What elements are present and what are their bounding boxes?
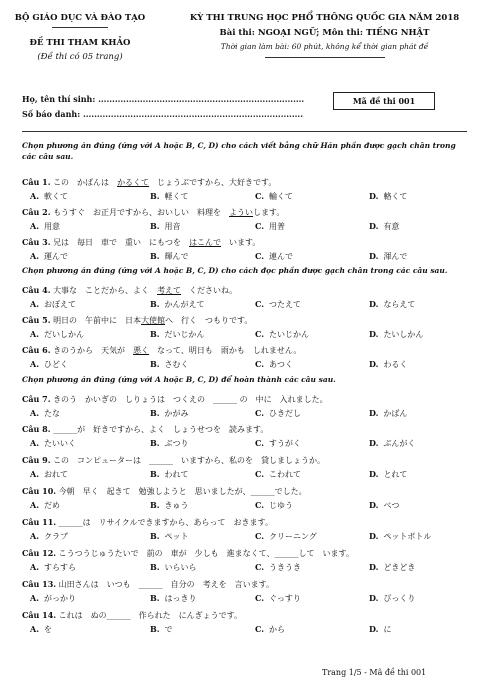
option-text: 輅くて: [383, 192, 408, 201]
answer-option[interactable]: [150, 624, 173, 635]
option-text: を: [44, 625, 52, 634]
answer-option[interactable]: [255, 408, 301, 419]
answer-option[interactable]: [30, 221, 60, 232]
underlined-word: 考えて: [157, 286, 182, 295]
option-key: B.: [150, 299, 160, 309]
answer-option[interactable]: [150, 191, 189, 202]
question-number: Câu 4.: [22, 285, 51, 295]
option-key: B.: [150, 221, 160, 231]
answer-option[interactable]: [369, 438, 415, 449]
answer-option[interactable]: [255, 329, 309, 340]
answer-option[interactable]: [150, 500, 189, 511]
option-key: B.: [150, 251, 160, 261]
answer-option[interactable]: [150, 438, 189, 449]
option-key: C.: [255, 251, 265, 261]
option-key: D.: [369, 221, 379, 231]
option-text: だいじかん: [164, 330, 205, 339]
question-stem: [22, 394, 328, 405]
answer-option[interactable]: [369, 562, 415, 573]
option-text: じゆう: [269, 501, 294, 510]
option-key: A.: [30, 531, 39, 541]
question-text: これは ぬの______ 作られた にんぎょうです。: [58, 611, 242, 620]
option-text: 運んで: [44, 252, 68, 261]
page-footer: Trang 1/5 - Mã đề thi 001: [322, 668, 427, 677]
answer-option[interactable]: [369, 221, 399, 232]
question-text-tail: います。: [221, 238, 261, 247]
option-key: C.: [255, 408, 265, 418]
option-key: C.: [255, 191, 265, 201]
option-text: かばん: [383, 409, 408, 418]
option-text: 軽くて: [164, 192, 189, 201]
underlined-word: ようい: [229, 208, 254, 217]
answer-option[interactable]: [30, 299, 76, 310]
option-key: B.: [150, 593, 160, 603]
answer-option[interactable]: [30, 251, 68, 262]
option-key: D.: [369, 359, 379, 369]
option-key: A.: [30, 624, 39, 634]
question-text: もうすぐ お正月ですから、おいしい 料理を: [53, 208, 230, 217]
option-text: 用普: [269, 222, 286, 231]
option-text: ならえて: [383, 300, 416, 309]
question-text: きのう かいぎの しりょうは つくえの ______ の 中に 入れました。: [53, 395, 328, 404]
option-key: C.: [255, 359, 265, 369]
question-number: Câu 8.: [22, 424, 51, 434]
option-text: 渾んで: [383, 252, 408, 261]
question-text: 山田さんは いつも ______ 自分の 考えを 言います。: [58, 580, 274, 589]
question-stem: [22, 345, 301, 356]
candidate-name-line: Họ, tên thí sinh: ..........................................................................: [22, 94, 305, 104]
option-key: D.: [369, 624, 379, 634]
option-text: で: [164, 625, 173, 634]
question-number: Câu 1.: [22, 177, 51, 187]
question-stem: [22, 237, 260, 248]
exam-title: KỲ THI TRUNG HỌC PHỔ THÔNG QUỐC GIA NĂM 2018: [189, 13, 460, 23]
question-text: 大事な ことだから、よく: [53, 286, 158, 295]
answer-option[interactable]: [150, 593, 197, 604]
option-key: D.: [369, 299, 379, 309]
option-key: D.: [369, 251, 379, 261]
question-text-tail: くださいね。: [181, 286, 238, 295]
option-text: 輝んで: [164, 252, 189, 261]
answer-option[interactable]: [150, 329, 205, 340]
question-number: Câu 11.: [22, 517, 57, 527]
section-instruction: Chọn phương án đúng (ứng với A hoặc B, C, D) cho cách đọc phần được gạch chân trong các câu sau.: [22, 266, 448, 275]
option-key: C.: [255, 624, 265, 634]
question-number: Câu 13.: [22, 579, 57, 589]
option-text: たいじかん: [269, 330, 310, 339]
answer-option[interactable]: [255, 500, 293, 511]
question-stem: [22, 548, 354, 559]
ministry-name: BỘ GIÁO DỤC VÀ ĐÀO TẠO: [14, 13, 146, 23]
answer-option[interactable]: [255, 562, 301, 573]
answer-option[interactable]: [369, 408, 407, 419]
option-text: とれて: [383, 470, 408, 479]
answer-option[interactable]: [255, 359, 293, 370]
answer-option[interactable]: [369, 500, 399, 511]
option-key: A.: [30, 438, 39, 448]
option-key: A.: [30, 359, 39, 369]
option-text: ペットボトル: [383, 532, 432, 541]
option-key: D.: [369, 408, 379, 418]
option-key: D.: [369, 593, 379, 603]
option-key: D.: [369, 531, 379, 541]
question-text-tail: じょうぶですから、大好きです。: [149, 178, 277, 187]
option-key: C.: [255, 329, 265, 339]
candidate-number-line: Số báo danh: ...............................................................................: [22, 109, 303, 119]
question-number: Câu 7.: [22, 394, 51, 404]
question-stem: [22, 177, 276, 188]
answer-option[interactable]: [369, 624, 391, 635]
option-text: さむく: [164, 360, 189, 369]
option-key: A.: [30, 251, 39, 261]
option-text: ぶんがく: [383, 439, 416, 448]
option-text: がっかり: [44, 594, 76, 603]
option-key: B.: [150, 624, 160, 634]
question-number: Câu 2.: [22, 207, 51, 217]
answer-option[interactable]: [255, 299, 301, 310]
page-count: (Đề thi có 05 trang): [37, 52, 123, 62]
option-text: おれて: [44, 470, 68, 479]
answer-option[interactable]: [150, 408, 189, 419]
question-number: Câu 6.: [22, 345, 51, 355]
option-text: べつ: [383, 501, 400, 510]
option-key: D.: [369, 469, 379, 479]
question-stem: [22, 285, 237, 296]
answer-option[interactable]: [255, 191, 293, 202]
question-stem: [22, 207, 284, 218]
answer-option[interactable]: [150, 531, 189, 542]
header-right-divider: [265, 57, 385, 58]
option-key: B.: [150, 359, 160, 369]
option-key: C.: [255, 500, 265, 510]
answer-option[interactable]: [255, 469, 301, 480]
option-text: だめ: [44, 501, 60, 510]
option-key: B.: [150, 531, 160, 541]
answer-option[interactable]: [369, 531, 431, 542]
answer-option[interactable]: [30, 191, 68, 202]
option-key: B.: [150, 191, 160, 201]
answer-option[interactable]: [30, 359, 68, 370]
option-text: おぼえて: [44, 300, 76, 309]
question-number: Câu 3.: [22, 237, 51, 247]
section-instruction: Chọn phương án đúng (ứng với A hoặc B, C, D) cho cách viết bằng chữ Hán phần được gạch chân trong các câu sau.: [22, 141, 456, 161]
underlined-word: 悪く: [133, 346, 150, 355]
answer-option[interactable]: [369, 251, 407, 262]
option-key: B.: [150, 469, 160, 479]
question-text: 今朝 早く 起きて 勉強しようと 思いましたが、______でした。: [58, 487, 307, 496]
option-text: ペット: [164, 532, 189, 541]
question-number: Câu 9.: [22, 455, 51, 465]
time-line: Thời gian làm bài: 60 phút, không kể thời gian phát đề: [220, 42, 429, 51]
answer-option[interactable]: [30, 624, 52, 635]
option-text: から: [269, 625, 286, 634]
option-text: ぐっすり: [269, 594, 301, 603]
option-text: ひどく: [44, 360, 68, 369]
option-key: C.: [255, 221, 265, 231]
question-text: きのうから 天気が: [53, 346, 134, 355]
question-number: Câu 14.: [22, 610, 57, 620]
question-text: ______が 好きですから、よく しょうせつを 読みます。: [53, 425, 269, 434]
option-key: D.: [369, 329, 379, 339]
option-text: いらいら: [164, 563, 197, 572]
option-key: C.: [255, 562, 265, 572]
option-text: つたえて: [269, 300, 302, 309]
option-text: たな: [44, 409, 60, 418]
option-key: D.: [369, 438, 379, 448]
question-text: この コンピューターは ______ いますから、私のを 貸しましょうか。: [53, 456, 326, 465]
option-key: A.: [30, 191, 39, 201]
answer-option[interactable]: [150, 299, 205, 310]
option-text: 輸くて: [269, 192, 294, 201]
option-key: A.: [30, 500, 39, 510]
question-text-tail: します。: [253, 208, 285, 217]
option-text: 有意: [383, 222, 400, 231]
answer-option[interactable]: [30, 593, 76, 604]
question-text-tail: へ 行く つもりです。: [165, 316, 253, 325]
answer-option[interactable]: [30, 531, 68, 542]
question-text: ______は リサイクルできますから、あらって おきます。: [58, 518, 273, 527]
option-key: B.: [150, 408, 160, 418]
option-key: B.: [150, 438, 160, 448]
option-key: A.: [30, 469, 39, 479]
section-instruction: Chọn phương án đúng (ứng với A hoặc B, C, D) để hoàn thành các câu sau.: [22, 375, 336, 384]
underlined-word: 大使館: [141, 316, 166, 325]
answer-option[interactable]: [150, 251, 189, 262]
option-text: たいしかん: [383, 330, 424, 339]
exam-type: ĐỀ THI THAM KHẢO: [29, 38, 131, 48]
answer-option[interactable]: [150, 562, 197, 573]
option-text: ぶつり: [164, 439, 189, 448]
option-text: どきどき: [383, 563, 416, 572]
answer-option[interactable]: [30, 408, 60, 419]
option-key: C.: [255, 299, 265, 309]
question-number: Câu 10.: [22, 486, 57, 496]
answer-option[interactable]: [369, 359, 407, 370]
option-text: 用音: [164, 222, 181, 231]
answer-option[interactable]: [150, 359, 189, 370]
question-stem: [22, 517, 273, 528]
option-text: クリーニング: [269, 532, 317, 541]
option-key: A.: [30, 562, 39, 572]
answer-option[interactable]: [369, 593, 415, 604]
option-text: かんがえて: [164, 300, 205, 309]
option-key: D.: [369, 191, 379, 201]
question-text: こうつうじゅうたいで 前の 車が 少しも 進まなくて、______して います。: [58, 549, 354, 558]
option-key: A.: [30, 221, 39, 231]
answer-option[interactable]: [30, 500, 60, 511]
question-number: Câu 5.: [22, 315, 51, 325]
option-text: われて: [164, 470, 189, 479]
option-text: ひきだし: [269, 409, 302, 418]
option-text: 連んで: [269, 252, 294, 261]
option-key: D.: [369, 562, 379, 572]
question-stem: [22, 579, 274, 590]
option-text: かがみ: [164, 409, 189, 418]
option-text: こわれて: [269, 470, 302, 479]
option-key: A.: [30, 408, 39, 418]
answer-option[interactable]: [255, 251, 293, 262]
option-text: だいしかん: [44, 330, 84, 339]
answer-option[interactable]: [369, 469, 407, 480]
question-text: この かばんは: [53, 178, 118, 187]
question-text: 明日の 午前中に 日本: [53, 316, 142, 325]
section-divider: [22, 131, 467, 132]
answer-option[interactable]: [30, 469, 68, 480]
option-key: A.: [30, 593, 39, 603]
answer-option[interactable]: [369, 191, 407, 202]
option-key: C.: [255, 438, 265, 448]
option-key: D.: [369, 500, 379, 510]
question-stem: [22, 610, 242, 621]
option-key: B.: [150, 329, 160, 339]
question-text-tail: なって、明日も 雨かも しれません。: [149, 346, 302, 355]
option-key: C.: [255, 593, 265, 603]
answer-option[interactable]: [30, 329, 84, 340]
option-text: あつく: [269, 360, 294, 369]
option-text: うきうき: [269, 563, 302, 572]
answer-option[interactable]: [255, 438, 301, 449]
option-text: クラブ: [44, 532, 68, 541]
question-stem: [22, 486, 307, 497]
answer-option[interactable]: [255, 624, 285, 635]
option-text: すらすら: [44, 563, 76, 572]
option-key: B.: [150, 500, 160, 510]
option-text: 用意: [44, 222, 60, 231]
exam-code-box: Mã đề thi 001: [333, 92, 435, 110]
answer-option[interactable]: [150, 221, 181, 232]
answer-option[interactable]: [30, 562, 76, 573]
option-text: はっきり: [164, 594, 197, 603]
subject-line: Bài thi: NGOẠI NGỮ; Môn thi: TIẾNG NHẬT: [219, 28, 430, 38]
answer-option[interactable]: [369, 329, 423, 340]
answer-option[interactable]: [150, 469, 189, 480]
question-stem: [22, 455, 325, 466]
option-text: きゅう: [164, 501, 189, 510]
header-left-divider: [52, 27, 108, 28]
underlined-word: かるくて: [117, 178, 150, 187]
option-key: B.: [150, 562, 160, 572]
answer-option[interactable]: [369, 299, 415, 310]
option-text: びっくり: [383, 594, 416, 603]
answer-option[interactable]: [255, 531, 317, 542]
option-key: A.: [30, 299, 39, 309]
underlined-word: はこんで: [189, 238, 222, 247]
answer-option[interactable]: [255, 221, 285, 232]
answer-option[interactable]: [255, 593, 301, 604]
option-key: C.: [255, 469, 265, 479]
option-text: すうがく: [269, 439, 302, 448]
question-stem: [22, 424, 268, 435]
question-stem: [22, 315, 252, 326]
answer-option[interactable]: [30, 438, 76, 449]
question-number: Câu 12.: [22, 548, 57, 558]
option-text: わるく: [383, 360, 408, 369]
option-text: 軟くて: [44, 192, 68, 201]
option-text: たいいく: [44, 439, 76, 448]
option-text: に: [383, 625, 392, 634]
option-key: A.: [30, 329, 39, 339]
question-text: 兄は 毎日 車で 重い にもつを: [53, 238, 190, 247]
option-key: C.: [255, 531, 265, 541]
